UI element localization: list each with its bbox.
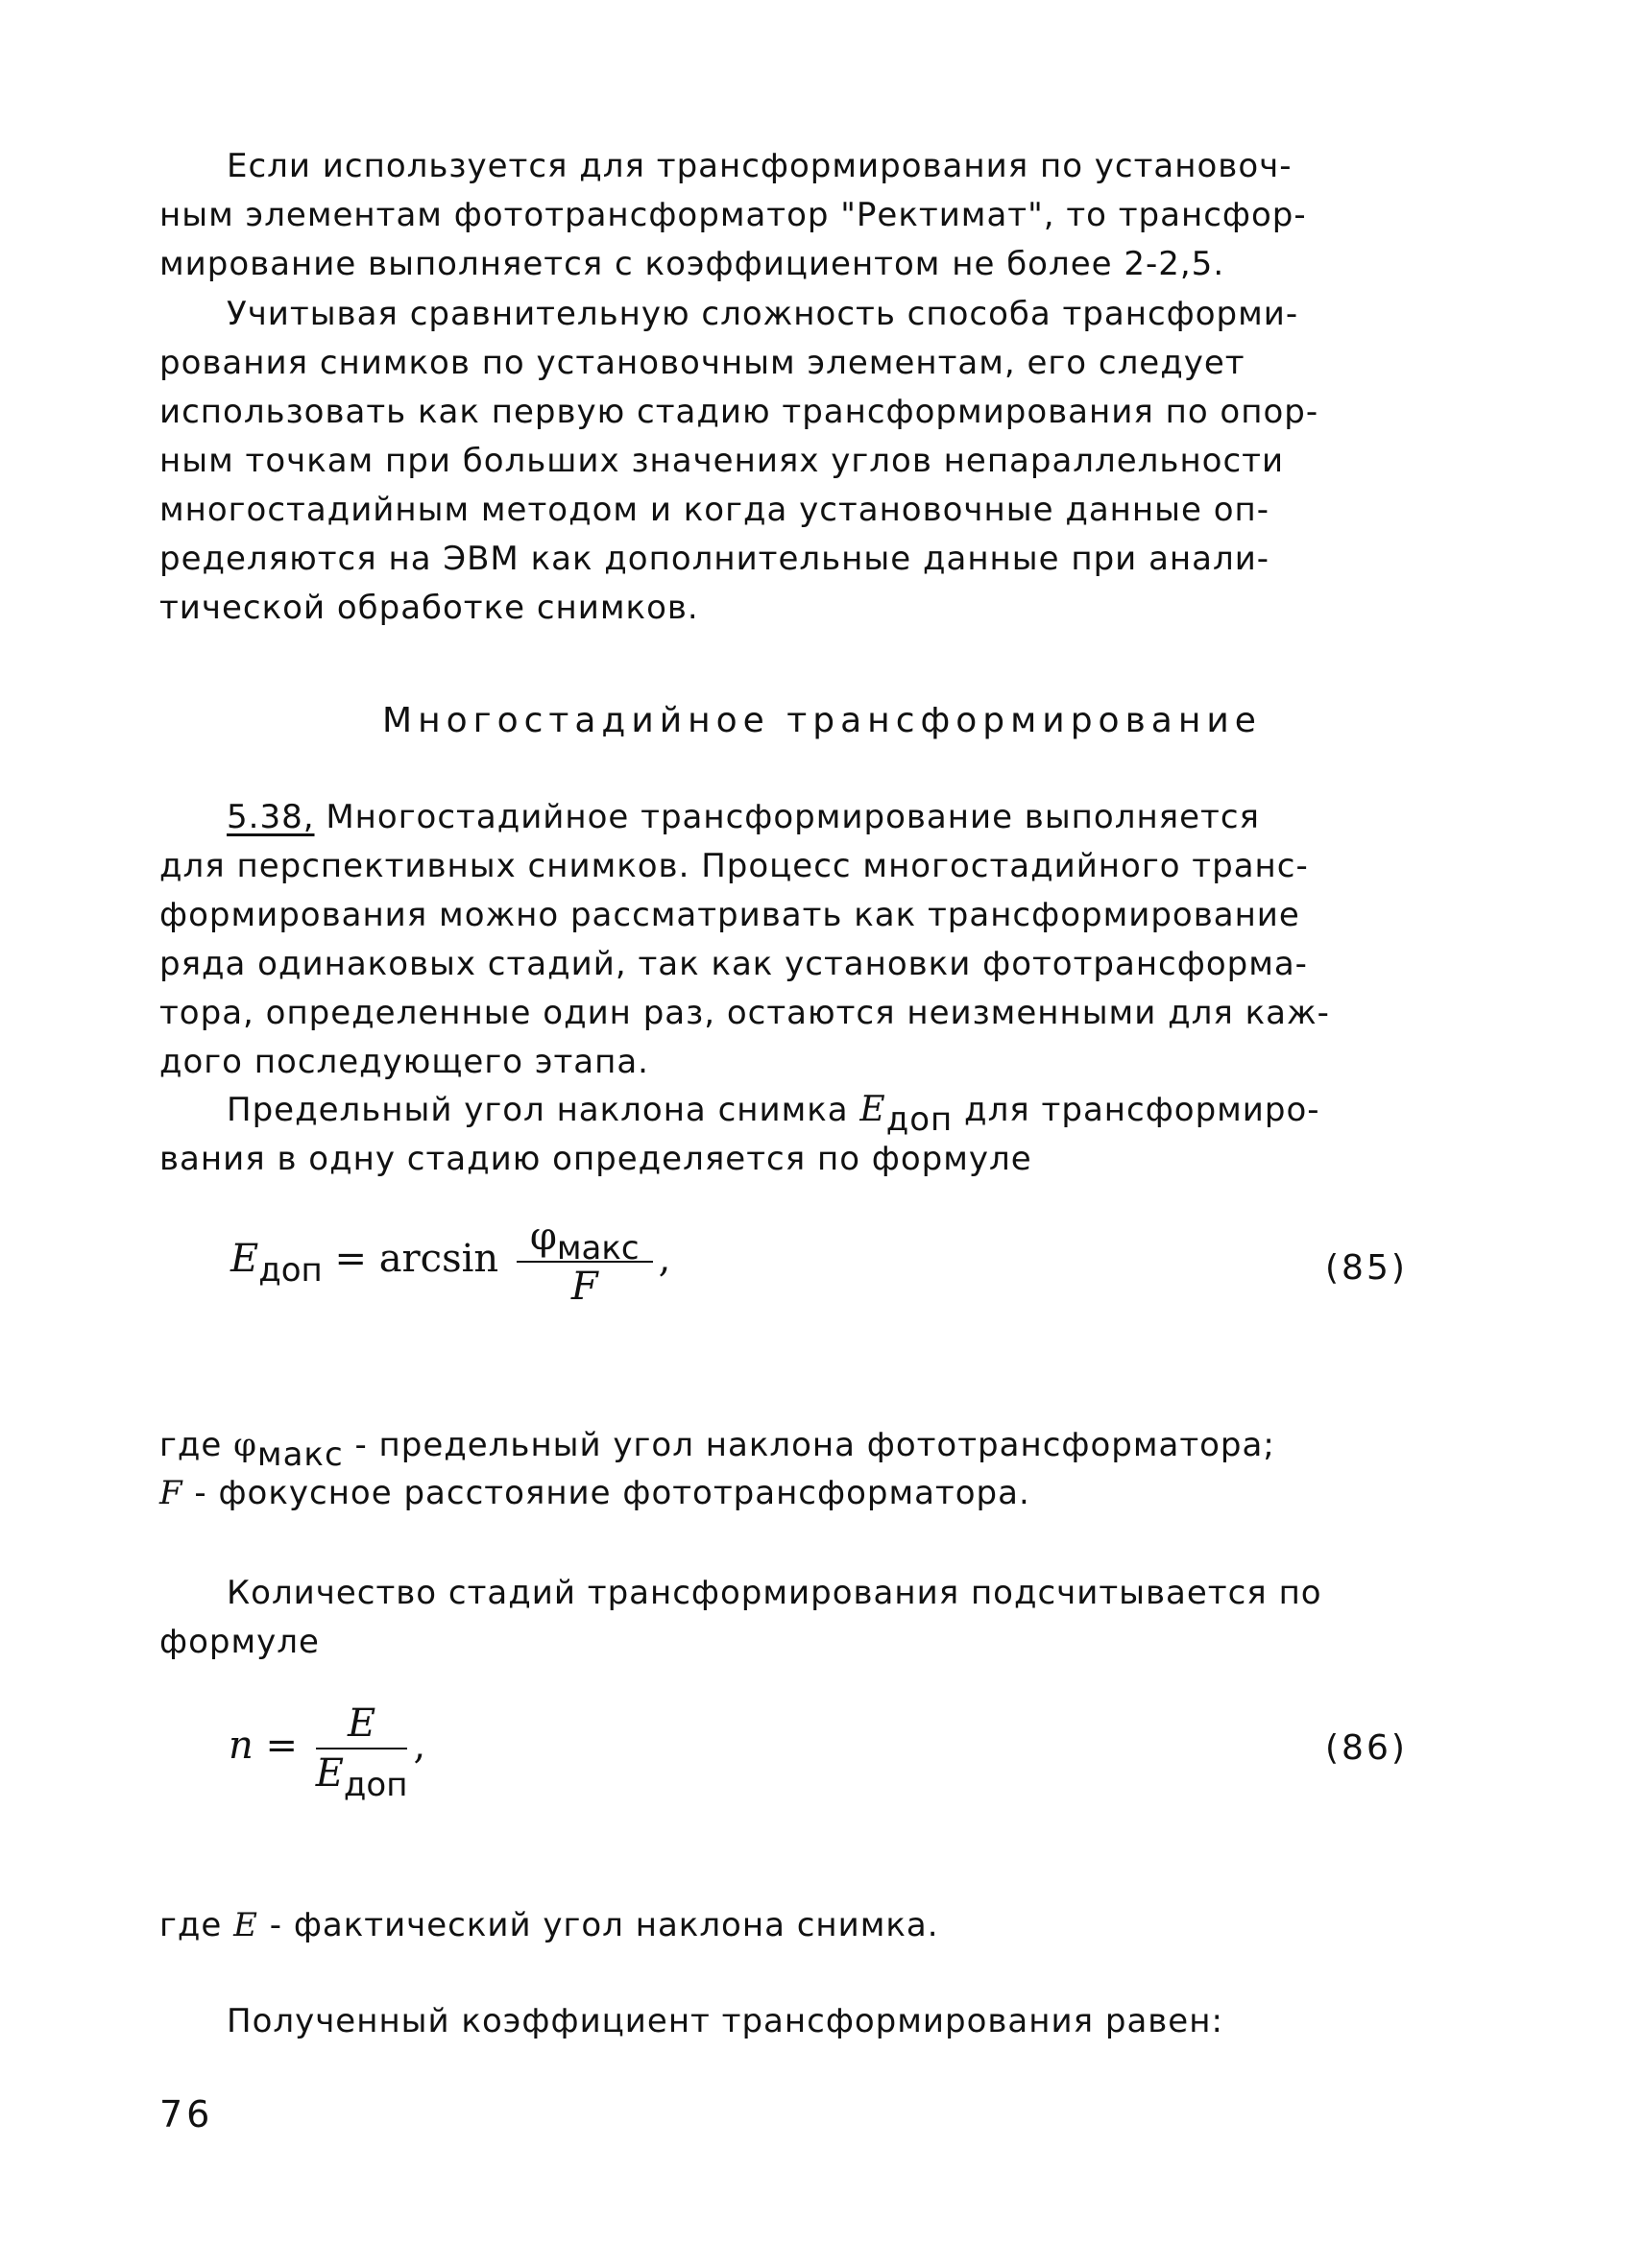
section-number: 5.38, — [227, 798, 315, 836]
where-86-e: E — [233, 1906, 258, 1944]
formula-85-comma: , — [658, 1237, 671, 1281]
where-85-line-1 — [159, 1421, 1485, 1474]
where-86-text: - фактический угол наклона снимка. — [257, 1906, 939, 1944]
formula-86-fraction — [315, 1701, 408, 1804]
where-85-line-2 — [159, 1469, 1485, 1518]
where-86-prefix: где — [159, 1906, 234, 1944]
equation-number-85: (85) — [1325, 1248, 1408, 1288]
section-heading: Многостадийное трансформирование — [382, 701, 1262, 740]
formula-86-numerator: E — [316, 1701, 408, 1749]
where-85-text-1: - предельный угол наклона фототрансформатора; — [343, 1426, 1275, 1464]
paragraph-rectimat: Если используется для трансформирования по установоч- ным элементам фототрансформатор "Ректимат", то трансфор- мирование выполняется с коэффициентом не более 2-2,5. — [159, 147, 1307, 283]
formula-85-phi: φ — [529, 1215, 557, 1259]
where-85-phi-sub: макс — [256, 1436, 344, 1474]
formula-85-lhs-sub: доп — [258, 1251, 323, 1290]
where-85-text-2: - фокусное расстояние фототрансформатора. — [182, 1474, 1030, 1512]
paragraph-final: Полученный коэффициент трансформирования равен: — [227, 2002, 1223, 2040]
limit-text-before: Предельный угол наклона снимка — [227, 1091, 860, 1129]
paragraph-limit-angle — [159, 1085, 1485, 1184]
paragraph-installation-elements: Учитывая сравнительную сложность способа трансформи- рования снимков по установочным элементам, его следует использовать как первую стадию трансформирования по опор- ным точкам при больших значениях углов непараллельности многостадийным методом и когда установочные данные оп- ределяются на ЭВМ как дополнительные данные при анали- тической обработке снимков. — [159, 295, 1319, 627]
formula-85 — [230, 1215, 670, 1309]
formula-85-phi-sub: макс — [556, 1229, 640, 1267]
symbol-e: E — [859, 1090, 886, 1129]
formula-85-lhs: E — [230, 1237, 259, 1281]
formula-85-fraction — [517, 1215, 653, 1309]
where-85-f: F — [159, 1474, 183, 1512]
symbol-e-sub: доп — [885, 1100, 954, 1139]
paragraph-5-38 — [159, 793, 1485, 1087]
formula-86-comma: , — [413, 1724, 426, 1768]
page-number: 76 — [159, 2093, 214, 2135]
formula-86-equals: = — [253, 1724, 310, 1768]
section-text: Многостадийное трансформирование выполняется для перспективных снимков. Процесс многостадийного транс- формирования можно рассматривать как трансформирование ряда одинаковых стадий, так как установки фототрансформа- тора, определенные один раз, остаются неизменными для каж- дого последующего этапа. — [159, 798, 1330, 1081]
formula-86-lhs: n — [229, 1724, 254, 1768]
equation-number-86: (86) — [1325, 1728, 1408, 1768]
formula-86 — [229, 1701, 426, 1804]
paragraph-stage-count: Количество стадий трансформирования подсчитывается по формуле — [159, 1574, 1322, 1661]
formula-85-arcsin: = arcsin — [322, 1237, 511, 1281]
formula-85-denominator: F — [570, 1265, 598, 1309]
where-85-prefix: где — [159, 1426, 234, 1464]
where-85-phi: φ — [233, 1426, 257, 1464]
formula-86-denominator: E — [315, 1751, 344, 1796]
where-86 — [159, 1901, 1485, 1950]
formula-86-denominator-sub: доп — [343, 1766, 408, 1804]
limit-text-after: для трансформиро- вания в одну стадию определяется по формуле — [159, 1091, 1320, 1178]
